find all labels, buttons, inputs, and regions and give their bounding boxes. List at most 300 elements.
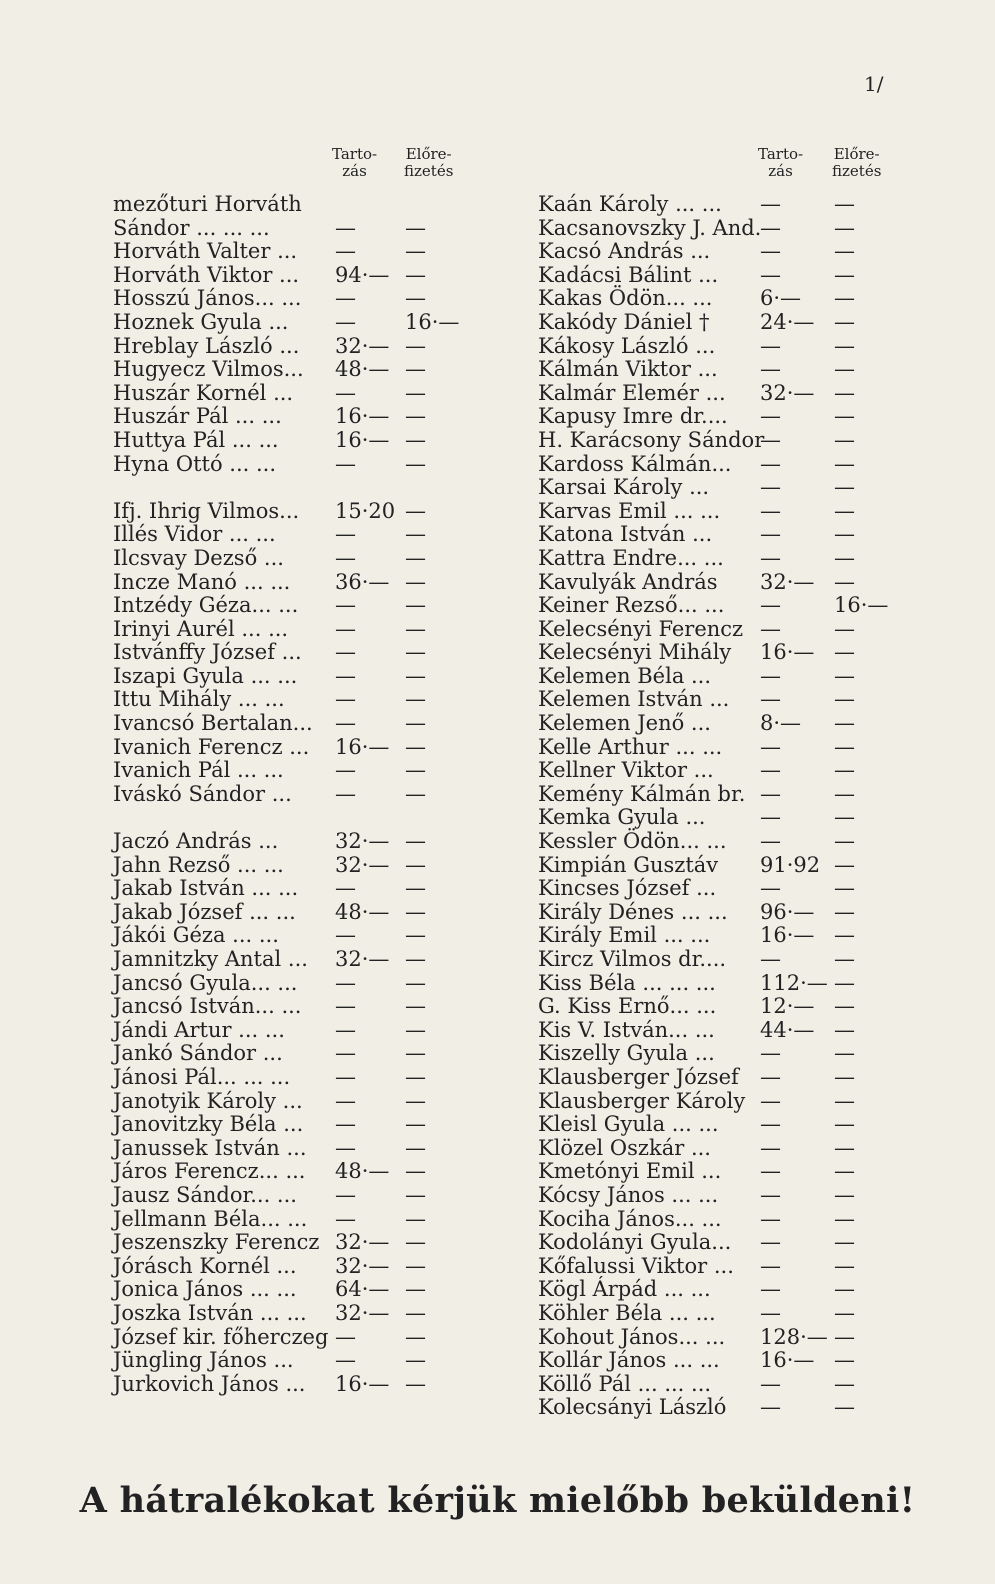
tartozas-value: — <box>335 1206 356 1231</box>
tartozas-value: — <box>335 994 356 1019</box>
member-name: Kavulyák András <box>538 569 718 594</box>
tartozas-value: — <box>760 947 781 971</box>
tartozas-value: — <box>335 1017 356 1042</box>
elofizetes-value: — <box>405 687 426 712</box>
table-row <box>113 287 473 311</box>
table-row <box>538 1326 898 1350</box>
tartozas-value: 44·— <box>760 1017 815 1042</box>
member-name: H. Karácsony Sándor <box>538 427 765 452</box>
tartozas-value: — <box>335 1135 356 1160</box>
elofizetes-value: — <box>834 663 855 688</box>
elofizetes-value: — <box>405 1371 426 1396</box>
member-name: Kincses József ... <box>538 876 717 901</box>
member-name: Járos Ferencz... ... <box>113 1159 306 1184</box>
member-name: Kálmán Viktor ... <box>538 357 718 382</box>
elofizetes-value: — <box>405 262 426 287</box>
elofizetes-value: — <box>834 1182 855 1207</box>
elofizetes-value: — <box>405 498 426 523</box>
elofizetes-value: — <box>405 923 426 948</box>
table-row <box>113 783 473 807</box>
table-row <box>538 830 898 854</box>
elofizetes-value: — <box>405 1230 426 1255</box>
section-gap <box>113 476 473 500</box>
member-name: Sándor ... ... ... <box>113 215 270 240</box>
tartozas-value: 24·— <box>760 309 815 334</box>
tartozas-value: — <box>760 1159 781 1184</box>
elofizetes-value: — <box>834 192 855 216</box>
table-row <box>538 688 898 712</box>
tartozas-value: — <box>760 687 781 712</box>
table-row <box>113 358 473 382</box>
member-name: Janussek István ... <box>113 1135 307 1160</box>
table-row <box>538 571 898 595</box>
tartozas-value: 32·— <box>335 852 390 877</box>
tartozas-value: 8·— <box>760 711 802 736</box>
table-row <box>113 311 473 335</box>
table-row <box>113 1090 473 1114</box>
member-name: Horváth Viktor ... <box>113 262 300 287</box>
header-elofizetes-left: Előre- fizetés <box>404 145 454 180</box>
member-name: Kelemen Jenő ... <box>538 711 711 736</box>
table-row <box>113 217 473 241</box>
tartozas-value: — <box>760 215 781 240</box>
table-row <box>538 924 898 948</box>
elofizetes-value: — <box>405 1253 426 1278</box>
elofizetes-value: — <box>405 899 426 924</box>
member-name: Király Dénes ... ... <box>538 899 728 924</box>
member-name: Jeszenszky Ferencz <box>113 1230 320 1255</box>
table-row <box>113 901 473 925</box>
elofizetes-value: — <box>834 1159 855 1184</box>
member-name: József kir. főherczeg <box>113 1324 329 1349</box>
tartozas-value: — <box>335 1182 356 1207</box>
member-name: Köllő Pál ... ... ... <box>538 1371 712 1396</box>
tartozas-value: — <box>335 970 356 995</box>
member-name: Jüngling János ... <box>113 1348 294 1373</box>
member-name: Kakas Ödön... ... <box>538 286 713 311</box>
member-name: Huttya Pál ... ... <box>113 427 279 452</box>
table-row <box>538 287 898 311</box>
tartozas-value: — <box>335 239 356 264</box>
elofizetes-value: — <box>834 215 855 240</box>
elofizetes-value: — <box>834 1064 855 1089</box>
table-row <box>538 429 898 453</box>
member-name: Jancsó István... ... <box>113 994 302 1019</box>
table-row <box>538 193 898 217</box>
header-elofizetes-right: Előre- fizetés <box>832 145 882 180</box>
tartozas-value: — <box>335 616 356 641</box>
elofizetes-value: — <box>405 357 426 382</box>
table-row <box>113 1373 473 1397</box>
table-row <box>113 453 473 477</box>
elofizetes-value: — <box>834 380 855 405</box>
member-name: Kardoss Kálmán... <box>538 451 732 476</box>
table-row <box>113 759 473 783</box>
elofizetes-value: — <box>405 404 426 429</box>
member-name: Istvánffy József ... <box>113 640 302 665</box>
tartozas-value: — <box>760 1300 781 1325</box>
member-name: Joszka István ... ... <box>113 1300 307 1325</box>
elofizetes-value: — <box>834 427 855 452</box>
table-row <box>113 1184 473 1208</box>
elofizetes-value: — <box>405 616 426 641</box>
header-tartozas-left: Tarto- zás <box>332 145 378 180</box>
member-name: Hreblay László ... <box>113 333 300 358</box>
elofizetes-value: — <box>834 899 855 924</box>
member-name: Klausberger Károly <box>538 1088 746 1113</box>
member-name: Hugyecz Vilmos... <box>113 357 304 382</box>
elofizetes-value: — <box>405 876 426 901</box>
elofizetes-value: — <box>834 1017 855 1042</box>
table-row <box>113 1208 473 1232</box>
left-column <box>113 193 473 1396</box>
member-name: Kohout János... ... <box>538 1324 726 1349</box>
table-row <box>538 618 898 642</box>
elofizetes-value: — <box>834 286 855 311</box>
elofizetes-value: — <box>834 640 855 665</box>
table-row <box>538 1066 898 1090</box>
elofizetes-value: — <box>405 569 426 594</box>
table-row <box>113 1113 473 1137</box>
table-row <box>538 1090 898 1114</box>
elofizetes-value: — <box>405 451 426 476</box>
elofizetes-value: 16·— <box>834 593 889 618</box>
member-name: Kircz Vilmos dr.... <box>538 947 727 971</box>
elofizetes-value: — <box>405 994 426 1019</box>
tartozas-value: — <box>760 1135 781 1160</box>
table-row <box>113 1302 473 1326</box>
member-name: Janotyik Károly ... <box>113 1088 303 1113</box>
elofizetes-value: — <box>405 758 426 783</box>
member-name: Kellner Viktor ... <box>538 758 714 783</box>
member-name: Klausberger József <box>538 1064 739 1089</box>
member-name: Jausz Sándor... ... <box>113 1182 297 1207</box>
table-row <box>538 240 898 264</box>
elofizetes-value: — <box>405 1324 426 1349</box>
table-row <box>113 1326 473 1350</box>
table-row <box>538 1113 898 1137</box>
tartozas-value: — <box>335 1088 356 1113</box>
elofizetes-value: — <box>405 1041 426 1066</box>
tartozas-value: 96·— <box>760 899 815 924</box>
tartozas-value: — <box>335 663 356 688</box>
tartozas-value: — <box>760 475 781 500</box>
elofizetes-value: — <box>834 758 855 783</box>
tartozas-value: — <box>760 192 781 216</box>
elofizetes-value: — <box>405 1182 426 1207</box>
member-name: Hyna Ottó ... ... <box>113 451 277 476</box>
table-row <box>113 924 473 948</box>
member-name: Kakódy Dániel † <box>538 309 710 334</box>
table-row <box>538 476 898 500</box>
tartozas-value: — <box>335 640 356 665</box>
tartozas-value: 32·— <box>760 380 815 405</box>
member-name: Kmetónyi Emil ... <box>538 1159 722 1184</box>
member-name: Kapusy Imre dr.... <box>538 404 728 429</box>
member-name: Karvas Emil ... ... <box>538 498 721 523</box>
elofizetes-value: — <box>405 427 426 452</box>
table-row <box>538 453 898 477</box>
tartozas-value: — <box>760 239 781 264</box>
elofizetes-value: — <box>405 1159 426 1184</box>
tartozas-value: 48·— <box>335 899 390 924</box>
table-row <box>538 1137 898 1161</box>
member-name: Kimpián Gusztáv <box>538 852 719 877</box>
elofizetes-value: — <box>834 1371 855 1396</box>
table-row <box>538 972 898 996</box>
table-row <box>538 311 898 335</box>
member-name: Kelle Arthur ... ... <box>538 734 723 759</box>
member-name: Kögl Árpád ... ... <box>538 1277 711 1302</box>
member-name: Intzédy Géza... ... <box>113 593 299 618</box>
table-row <box>113 1066 473 1090</box>
member-name: Ivanich Pál ... ... <box>113 758 284 783</box>
elofizetes-value: — <box>834 239 855 264</box>
member-name: Kadácsi Bálint ... <box>538 262 719 287</box>
member-name: Kócsy János ... ... <box>538 1182 719 1207</box>
table-row <box>538 1349 898 1373</box>
table-row <box>538 995 898 1019</box>
table-row <box>538 783 898 807</box>
elofizetes-value: — <box>834 947 855 971</box>
table-row <box>113 264 473 288</box>
tartozas-value: — <box>760 545 781 570</box>
table-row <box>538 1042 898 1066</box>
elofizetes-value: — <box>834 357 855 382</box>
tartozas-value: — <box>760 734 781 759</box>
elofizetes-value: — <box>834 1135 855 1160</box>
table-row <box>113 1278 473 1302</box>
tartozas-value: 32·— <box>335 1300 390 1325</box>
tartozas-value: — <box>335 923 356 948</box>
table-row <box>113 335 473 359</box>
table-row <box>538 806 898 830</box>
elofizetes-value: — <box>405 286 426 311</box>
table-row <box>113 972 473 996</box>
table-row <box>538 1396 898 1420</box>
member-name: Ivancsó Bertalan... <box>113 711 313 736</box>
member-name: Kleisl Gyula ... ... <box>538 1112 719 1137</box>
table-row <box>113 618 473 642</box>
table-row <box>538 1208 898 1232</box>
tartozas-value: — <box>760 781 781 806</box>
table-row <box>113 1349 473 1373</box>
table-row <box>113 877 473 901</box>
tartozas-value: — <box>760 616 781 641</box>
member-name: Kiszelly Gyula ... <box>538 1041 715 1066</box>
table-row <box>538 1231 898 1255</box>
table-row <box>538 1019 898 1043</box>
elofizetes-value: — <box>834 1395 855 1420</box>
tartozas-value: — <box>335 1348 356 1373</box>
elofizetes-value: — <box>405 734 426 759</box>
elofizetes-value: — <box>834 309 855 334</box>
elofizetes-value: — <box>834 711 855 736</box>
table-row <box>538 901 898 925</box>
tartozas-value: — <box>760 663 781 688</box>
member-name: Kelemen Béla ... <box>538 663 712 688</box>
tartozas-value: — <box>335 781 356 806</box>
table-row <box>538 877 898 901</box>
tartozas-value: — <box>760 522 781 547</box>
tartozas-value: 48·— <box>335 1159 390 1184</box>
table-row <box>538 217 898 241</box>
table-row <box>113 1160 473 1184</box>
elofizetes-value: — <box>405 380 426 405</box>
tartozas-value: 12·— <box>760 994 815 1019</box>
table-row <box>113 1231 473 1255</box>
tartozas-value: — <box>335 711 356 736</box>
tartozas-value: 16·— <box>760 1348 815 1373</box>
tartozas-value: 16·— <box>335 1371 390 1396</box>
member-name: Jórásch Kornél ... <box>113 1253 297 1278</box>
table-row <box>538 712 898 736</box>
elofizetes-value: — <box>834 569 855 594</box>
page-number: 1/ <box>864 72 884 96</box>
elofizetes-value: 16·— <box>405 309 460 334</box>
tartozas-value: — <box>760 1112 781 1137</box>
member-name: Jellmann Béla... ... <box>113 1206 308 1231</box>
table-row <box>113 641 473 665</box>
member-name: Jándi Artur ... ... <box>113 1017 285 1042</box>
member-name: Irinyi Aurél ... ... <box>113 616 289 641</box>
elofizetes-value: — <box>834 333 855 358</box>
member-name: Jakab József ... ... <box>113 899 296 924</box>
elofizetes-value: — <box>834 1041 855 1066</box>
table-row <box>113 948 473 972</box>
tartozas-value: — <box>760 451 781 476</box>
table-row <box>538 1184 898 1208</box>
tartozas-value: — <box>760 333 781 358</box>
elofizetes-value: — <box>405 1300 426 1325</box>
member-name: Kattra Endre... ... <box>538 545 724 570</box>
member-name: Kákosy László ... <box>538 333 716 358</box>
elofizetes-value: — <box>405 1112 426 1137</box>
member-name: Kelemen István ... <box>538 687 730 712</box>
tartozas-value: — <box>760 262 781 287</box>
member-name: Iszapi Gyula ... ... <box>113 663 298 688</box>
elofizetes-value: — <box>405 829 426 854</box>
table-row <box>113 1042 473 1066</box>
elofizetes-value: — <box>834 262 855 287</box>
table-row <box>113 1019 473 1043</box>
member-name: Huszár Kornél ... <box>113 380 294 405</box>
member-name: Hosszú János... ... <box>113 286 302 311</box>
member-name: Kociha János... ... <box>538 1206 722 1231</box>
elofizetes-value: — <box>405 781 426 806</box>
member-name: Jánosi Pál... ... ... <box>113 1064 291 1089</box>
header-tartozas-right: Tarto- zás <box>758 145 804 180</box>
elofizetes-value: — <box>405 239 426 264</box>
tartozas-value: 64·— <box>335 1277 390 1302</box>
tartozas-value: — <box>760 498 781 523</box>
member-name: Illés Vidor ... ... <box>113 522 276 547</box>
member-name: Karsai Károly ... <box>538 475 710 500</box>
tartozas-value: — <box>760 1206 781 1231</box>
member-name: Jurkovich János ... <box>113 1371 306 1396</box>
table-row <box>538 759 898 783</box>
tartozas-value: — <box>335 215 356 240</box>
member-name: Ilcsvay Dezső ... <box>113 545 284 570</box>
tartozas-value: — <box>760 357 781 382</box>
elofizetes-value: — <box>405 1348 426 1373</box>
tartozas-value: 15·20 <box>335 498 396 523</box>
tartozas-value: — <box>760 427 781 452</box>
table-row <box>538 547 898 571</box>
elofizetes-value: — <box>405 947 426 971</box>
member-name: Jakab István ... ... <box>113 876 299 901</box>
member-name: Jahn Rezső ... ... <box>113 852 284 877</box>
elofizetes-value: — <box>834 1324 855 1349</box>
tartozas-value: 128·— <box>760 1324 828 1349</box>
table-row <box>113 854 473 878</box>
table-row <box>538 1160 898 1184</box>
member-name: mezőturi Horváth <box>113 192 302 216</box>
table-row <box>538 1255 898 1279</box>
table-row <box>113 1255 473 1279</box>
elofizetes-value: — <box>834 805 855 830</box>
table-row <box>538 264 898 288</box>
table-row <box>113 712 473 736</box>
table-row <box>538 641 898 665</box>
tartozas-value: — <box>335 758 356 783</box>
elofizetes-value: — <box>405 1206 426 1231</box>
tartozas-value: 48·— <box>335 357 390 382</box>
tartozas-value: — <box>335 286 356 311</box>
tartozas-value: 16·— <box>335 734 390 759</box>
tartozas-value: 32·— <box>335 1253 390 1278</box>
elofizetes-value: — <box>834 451 855 476</box>
table-row <box>113 382 473 406</box>
tartozas-value: — <box>760 1182 781 1207</box>
tartozas-value: 32·— <box>335 947 390 971</box>
table-row <box>538 382 898 406</box>
table-row <box>538 358 898 382</box>
tartozas-value: 112·— <box>760 970 828 995</box>
tartozas-value: 16·— <box>760 640 815 665</box>
tartozas-value: — <box>335 545 356 570</box>
member-name: Jaczó András ... <box>113 829 279 854</box>
table-row <box>113 688 473 712</box>
table-row <box>113 1137 473 1161</box>
tartozas-value: 32·— <box>335 829 390 854</box>
elofizetes-value: — <box>834 970 855 995</box>
table-row <box>538 665 898 689</box>
elofizetes-value: — <box>834 1230 855 1255</box>
elofizetes-value: — <box>834 923 855 948</box>
tartozas-value: — <box>760 1041 781 1066</box>
tartozas-value: — <box>335 309 356 334</box>
member-name: Ifj. Ihrig Vilmos... <box>113 498 300 523</box>
elofizetes-value: — <box>405 711 426 736</box>
table-row <box>113 405 473 429</box>
member-name: Király Emil ... ... <box>538 923 711 948</box>
member-name: Janovitzky Béla ... <box>113 1112 304 1137</box>
elofizetes-value: — <box>405 1017 426 1042</box>
table-row <box>113 736 473 760</box>
elofizetes-value: — <box>834 734 855 759</box>
elofizetes-value: — <box>834 498 855 523</box>
table-row <box>113 193 473 217</box>
elofizetes-value: — <box>405 333 426 358</box>
member-name: Jancsó Gyula... ... <box>113 970 298 995</box>
table-row <box>113 665 473 689</box>
member-name: Kőfalussi Viktor ... <box>538 1253 734 1278</box>
table-row <box>538 1373 898 1397</box>
tartozas-value: 16·— <box>760 923 815 948</box>
elofizetes-value: — <box>834 1206 855 1231</box>
tartozas-value: 36·— <box>335 569 390 594</box>
